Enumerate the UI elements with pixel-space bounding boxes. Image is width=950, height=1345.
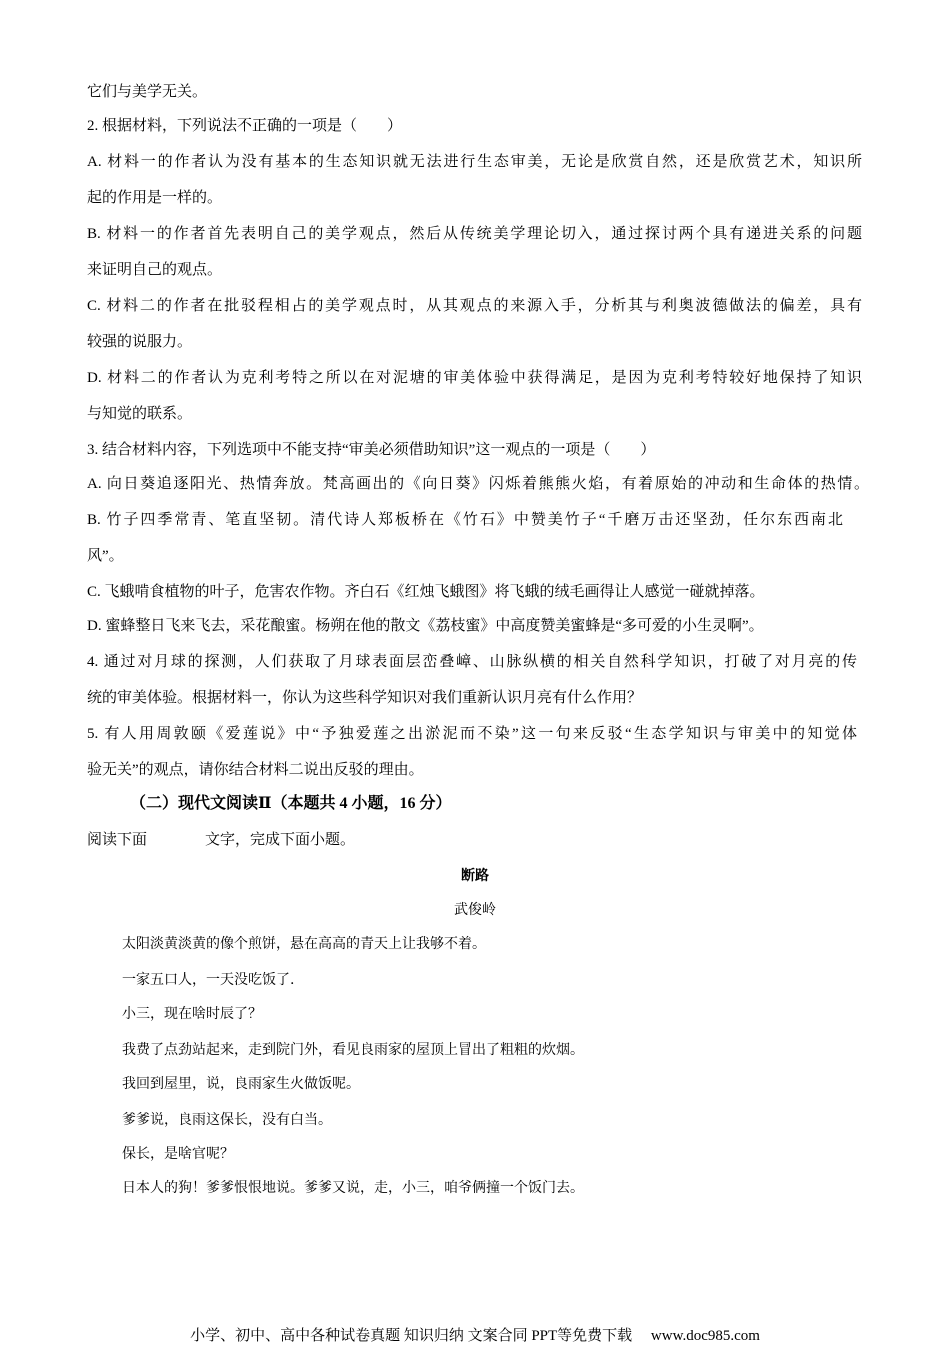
question-5-line: 5. 有人用周敦颐《爱莲说》中“予独爱莲之出淤泥而不染”这一句来反驳“生态学知识与审美中的知觉体 — [87, 726, 857, 742]
option-d: D. 材料二的作者认为克利考特之所以在对泥塘的审美体验中获得满足，是因为克利考特较好地保持了知识 — [87, 370, 862, 386]
question-5-line: 验无关”的观点，请你结合材料二说出反驳的理由。 — [87, 762, 424, 778]
footer-site-link[interactable]: www.doc985.com — [650, 1328, 760, 1344]
option-b: 来证明自己的观点。 — [87, 262, 223, 278]
option-b: 风”。 — [87, 548, 124, 564]
reading-instruction — [87, 830, 355, 850]
option-b: B. 材料一的作者首先表明自己的美学观点，然后从传统美学理论切入，通过探讨两个具有递进关系的问题 — [87, 226, 862, 242]
footer-text: 小学、初中、高中各种试卷真题 知识归纳 文案合同 PPT等免费下载 — [190, 1328, 633, 1344]
question-3-stem: 3. 结合材料内容，下列选项中不能支持“审美必须借助知识”这一观点的一项是（ ） — [87, 442, 656, 458]
story-paragraph: 小三，现在啥时辰了？ — [122, 1006, 262, 1022]
story-title: 断路 — [461, 868, 489, 884]
story-paragraph: 日本人的狗！爹爹恨恨地说。爹爹又说，走，小三，咱爷俩撞一个饭门去。 — [122, 1180, 584, 1196]
option-d: D. 蜜蜂整日飞来飞去，采花酿蜜。杨朔在他的散文《荔枝蜜》中高度赞美蜜蜂是“多可爱的小生灵啊”。 — [87, 618, 764, 634]
q1-tail: 它们与美学无关。 — [87, 84, 208, 100]
question-2-stem: 2. 根据材料，下列说法不正确的一项是（ ） — [87, 118, 403, 134]
story-paragraph: 我费了点劲站起来，走到院门外，看见良雨家的屋顶上冒出了粗粗的炊烟。 — [122, 1042, 584, 1058]
story-paragraph: 一家五口人，一天没吃饭了. — [122, 972, 295, 988]
option-d: 与知觉的联系。 — [87, 406, 193, 422]
instruction-part-a: 阅读下面 — [87, 832, 148, 848]
story-paragraph: 爹爹说，良雨这保长，没有白当。 — [122, 1112, 332, 1128]
instruction-part-b: 文字，完成下面小题。 — [205, 832, 356, 848]
option-a: 起的作用是一样的。 — [87, 190, 223, 206]
option-c: 较强的说服力。 — [87, 334, 193, 350]
story-author: 武俊岭 — [454, 902, 496, 918]
section-heading: （二）现代文阅读Ⅱ（本题共 4 小题，16 分） — [130, 795, 452, 812]
question-4-line: 统的审美体验。根据材料一，你认为这些科学知识对我们重新认识月亮有什么作用？ — [87, 690, 643, 706]
option-b: B. 竹子四季常青、笔直坚韧。清代诗人郑板桥在《竹石》中赞美竹子“千磨万击还坚劲，任尔东西南北 — [87, 512, 843, 528]
option-c: C. 材料二的作者在批驳程相占的美学观点时，从其观点的来源入手，分析其与利奥波德做法的偏差，具有 — [87, 298, 862, 314]
option-a: A. 材料一的作者认为没有基本的生态知识就无法进行生态审美，无论是欣赏自然，还是欣赏艺术，知识所 — [87, 154, 862, 170]
story-paragraph: 我回到屋里，说，良雨家生火做饭呢。 — [122, 1076, 360, 1092]
page-footer — [0, 1324, 950, 1345]
story-paragraph: 太阳淡黄淡黄的像个煎饼，悬在高高的青天上让我够不着。 — [122, 936, 486, 952]
question-4-line: 4. 通过对月球的探测，人们获取了月球表面层峦叠嶂、山脉纵横的相关自然科学知识，打破了对月亮的传 — [87, 654, 857, 670]
option-a: A. 向日葵追逐阳光、热情奔放。梵高画出的《向日葵》闪烁着熊熊火焰，有着原始的冲动和生命体的热情。 — [87, 476, 869, 492]
option-c: C. 飞蛾啃食植物的叶子，危害农作物。齐白石《红烛飞蛾图》将飞蛾的绒毛画得让人感觉一碰就掉落。 — [87, 584, 765, 600]
story-paragraph: 保长，是啥官呢？ — [122, 1146, 234, 1162]
